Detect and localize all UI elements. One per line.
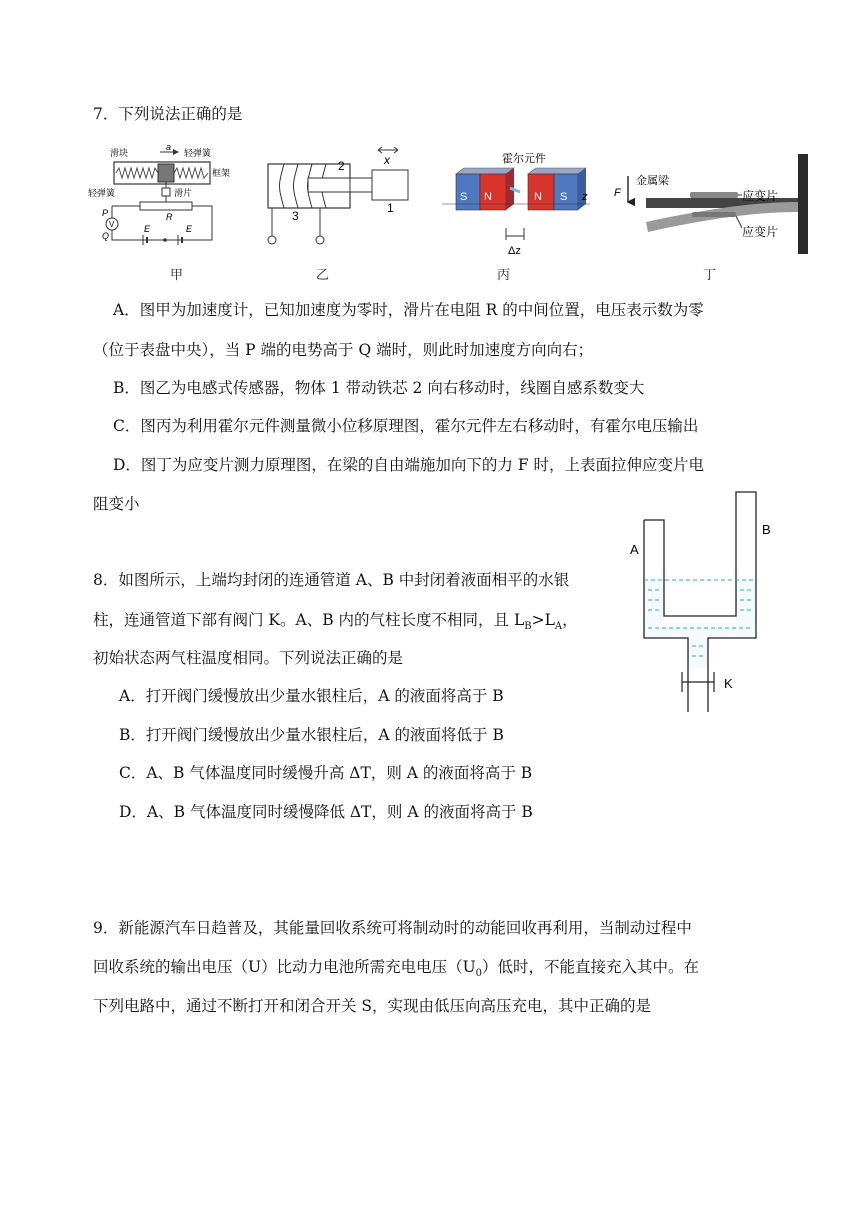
q8-option-d: D．A、B 气体温度同时缓慢降低 ΔT，则 A 的液面将高于 B <box>119 803 533 821</box>
q8-stem-line1: 8．如图所示，上端均封闭的连通管道 A、B 中封闭着液面相平的水银 <box>93 571 570 589</box>
jia-a-label: a <box>166 142 172 152</box>
jia-V-label: V <box>109 220 115 229</box>
figure-u-tube <box>626 488 786 714</box>
bing-N1-label: N <box>484 191 492 203</box>
figure-ding <box>612 140 812 258</box>
jia-spring-left-label: 轻弹簧 <box>88 188 116 198</box>
jia-slider-block-label: 滑块 <box>110 148 129 158</box>
bing-S1-label: S <box>460 191 468 203</box>
jia-slide-piece-label: 滑片 <box>174 188 193 198</box>
q7-option-d-line1: D．图丁为应变片测力原理图，在梁的自由端施加向下的力 F 时，上表面拉伸应变片电 <box>113 456 705 474</box>
jia-spring-top-label: 轻弹簧 <box>184 148 212 158</box>
q8-option-b: B．打开阀门缓慢放出少量水银柱后，A 的液面将低于 B <box>119 726 504 744</box>
q7-option-a-line2: （位于表盘中央），当 P 端的电势高于 Q 端时，则此时加速度方向向右； <box>93 341 594 359</box>
jia-frame-label: 框架 <box>212 168 231 178</box>
q8-option-a: A．打开阀门缓慢放出少量水银柱后，A 的液面将高于 B <box>119 687 504 705</box>
figure-bing <box>440 140 590 258</box>
q7-option-d-line2: 阻变小 <box>93 495 140 513</box>
figure-jia <box>88 140 231 258</box>
q7-option-b: B．图乙为电感式传感器，物体 1 带动铁芯 2 向右移动时，线圈自感系数变大 <box>113 379 645 397</box>
bing-hall-label: 霍尔元件 <box>502 153 546 165</box>
ding-gauge2-label: 应变片 <box>742 225 779 239</box>
q8-option-c: C．A、B 气体温度同时缓慢升高 ΔT，则 A 的液面将高于 B <box>119 764 533 782</box>
figure-bing-caption: 丙 <box>497 268 511 283</box>
ding-beam-label: 金属梁 <box>636 175 669 187</box>
q7-option-c: C．图丙为利用霍尔元件测量微小位移原理图，霍尔元件左右移动时，有霍尔电压输出 <box>113 417 699 435</box>
q8-stem-line2: 柱，连通管道下部有阀门 K。A、B 内的气柱长度不相同，且 $L_B>L_A$， <box>93 611 578 633</box>
q7-option-a-line1: A．图甲为加速度计，已知加速度为零时，滑片在电阻 R 的中间位置，电压表示数为零 <box>113 301 704 319</box>
q7-stem: 7．下列说法正确的是 <box>93 105 243 123</box>
u-tube-A-label: A <box>630 542 639 557</box>
q9-line1: 9．新能源汽车日趋普及，其能量回收系统可将制动时的动能回收再利用，当制动过程中 <box>93 919 692 937</box>
u-tube-K-label: K <box>724 676 733 691</box>
figure-jia-caption: 甲 <box>170 268 184 283</box>
bing-S2-label: S <box>560 191 568 203</box>
yi-3-label: 3 <box>292 209 299 223</box>
q9-line3: 下列电路中，通过不断打开和闭合开关 S，实现由低压向高压充电，其中正确的是 <box>93 997 652 1015</box>
ding-gauge1-label: 应变片 <box>742 189 779 203</box>
figure-ding-caption: 丁 <box>703 268 717 283</box>
yi-2-label: 2 <box>338 159 345 173</box>
u-tube-B-label: B <box>762 522 771 537</box>
bing-z-label: z <box>582 191 588 203</box>
ding-F-label: F <box>614 187 621 199</box>
jia-P-label: P <box>102 208 109 218</box>
q8-stem-line3: 初始状态两气柱温度相同。下列说法正确的是 <box>93 649 404 667</box>
figure-yi <box>262 140 417 258</box>
yi-x-label: x <box>384 153 390 167</box>
figure-yi-caption: 乙 <box>316 268 330 283</box>
bing-dz-label: Δz <box>508 245 521 257</box>
jia-E2-label: E <box>186 224 193 234</box>
jia-R-label: R <box>166 212 173 222</box>
yi-1-label: 1 <box>387 201 394 215</box>
q9-line2: 回收系统的输出电压（U）比动力电池所需充电电压$(U_0)$低时，不能直接充入其中。在 <box>93 958 700 980</box>
bing-N2-label: N <box>534 191 542 203</box>
jia-E1-label: E <box>144 224 151 234</box>
jia-Q-label: Q <box>102 231 110 241</box>
